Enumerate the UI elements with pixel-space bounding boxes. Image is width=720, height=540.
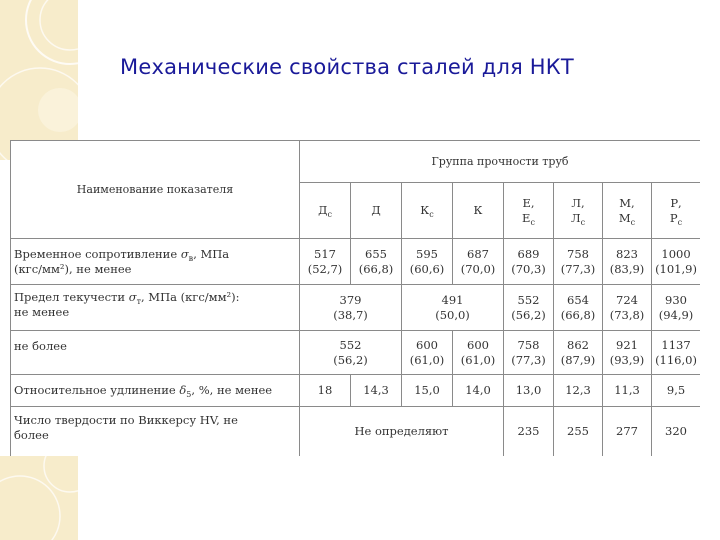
- table-cell: 552 (56,2): [504, 285, 554, 331]
- table-cell: 654 (66,8): [554, 285, 603, 331]
- not-determined-cell: Не определяют: [300, 407, 504, 457]
- table-row: [11, 331, 701, 375]
- table-cell: 18: [300, 375, 351, 407]
- table-cell: 255: [554, 407, 603, 457]
- header-group-l: Л, $Л_с$: [554, 183, 603, 239]
- table-cell: 320: [652, 407, 701, 457]
- table-cell: 14,0: [453, 375, 504, 407]
- steel-properties-table: [10, 140, 700, 456]
- table-row: [11, 239, 701, 285]
- table-cell: 1137 (116,0): [652, 331, 701, 375]
- header-name-column: Наименование показателя: [11, 141, 300, 239]
- table-cell: 235: [504, 407, 554, 457]
- table-cell: 15,0: [402, 375, 453, 407]
- table-cell: 14,3: [351, 375, 402, 407]
- header-group-ds: $Д_с$: [300, 183, 351, 239]
- table-cell: 823 (83,9): [603, 239, 652, 285]
- header-group-k: К: [453, 183, 504, 239]
- table-cell: 277: [603, 407, 652, 457]
- slide-title: Механические свойства сталей для НКТ: [120, 55, 574, 79]
- header-group-ks: $К_с$: [402, 183, 453, 239]
- table-cell: 552 (56,2): [300, 331, 402, 375]
- table-row: [11, 285, 701, 331]
- table-cell: 491 (50,0): [402, 285, 504, 331]
- header-group-d: Д: [351, 183, 402, 239]
- table-cell: 689 (70,3): [504, 239, 554, 285]
- table-row: [11, 375, 701, 407]
- tensile-strength-label: Временное сопротивление $\sigma_в$, МПа (кгс/мм²), не менее: [11, 239, 300, 285]
- decorative-corner-bottom: [0, 456, 78, 540]
- header-group-m: М, $М_с$: [603, 183, 652, 239]
- elongation-label: Относительное удлинение $\delta_5$, %, не менее: [11, 375, 300, 407]
- table-cell: 13,0: [504, 375, 554, 407]
- table-cell: 655 (66,8): [351, 239, 402, 285]
- header-group-r: Р, $Р_с$: [652, 183, 701, 239]
- yield-strength-min-label: Предел текучести $\sigma_т$, МПа (кгс/мм²): не менее: [11, 285, 300, 331]
- header-group-e: Е, $Е_с$: [504, 183, 554, 239]
- table-cell: 595 (60,6): [402, 239, 453, 285]
- table-cell: 12,3: [554, 375, 603, 407]
- table-cell: 724 (73,8): [603, 285, 652, 331]
- table-cell: 600 (61,0): [453, 331, 504, 375]
- table-cell: 1000 (101,9): [652, 239, 701, 285]
- table-cell: 758 (77,3): [504, 331, 554, 375]
- table-cell: 862 (87,9): [554, 331, 603, 375]
- table-cell: 758 (77,3): [554, 239, 603, 285]
- header-group-title: Группа прочности труб: [300, 141, 701, 183]
- table-cell: 517 (52,7): [300, 239, 351, 285]
- table-cell: 9,5: [652, 375, 701, 407]
- yield-strength-max-label: не более: [11, 331, 300, 375]
- table-cell: 930 (94,9): [652, 285, 701, 331]
- table-cell: 379 (38,7): [300, 285, 402, 331]
- table-cell: 600 (61,0): [402, 331, 453, 375]
- table-cell: 11,3: [603, 375, 652, 407]
- decorative-corner-top: [0, 0, 78, 160]
- table-cell: 687 (70,0): [453, 239, 504, 285]
- table-row: [11, 407, 701, 457]
- hardness-label: Число твердости по Виккерсу HV, не более: [11, 407, 300, 457]
- table-cell: 921 (93,9): [603, 331, 652, 375]
